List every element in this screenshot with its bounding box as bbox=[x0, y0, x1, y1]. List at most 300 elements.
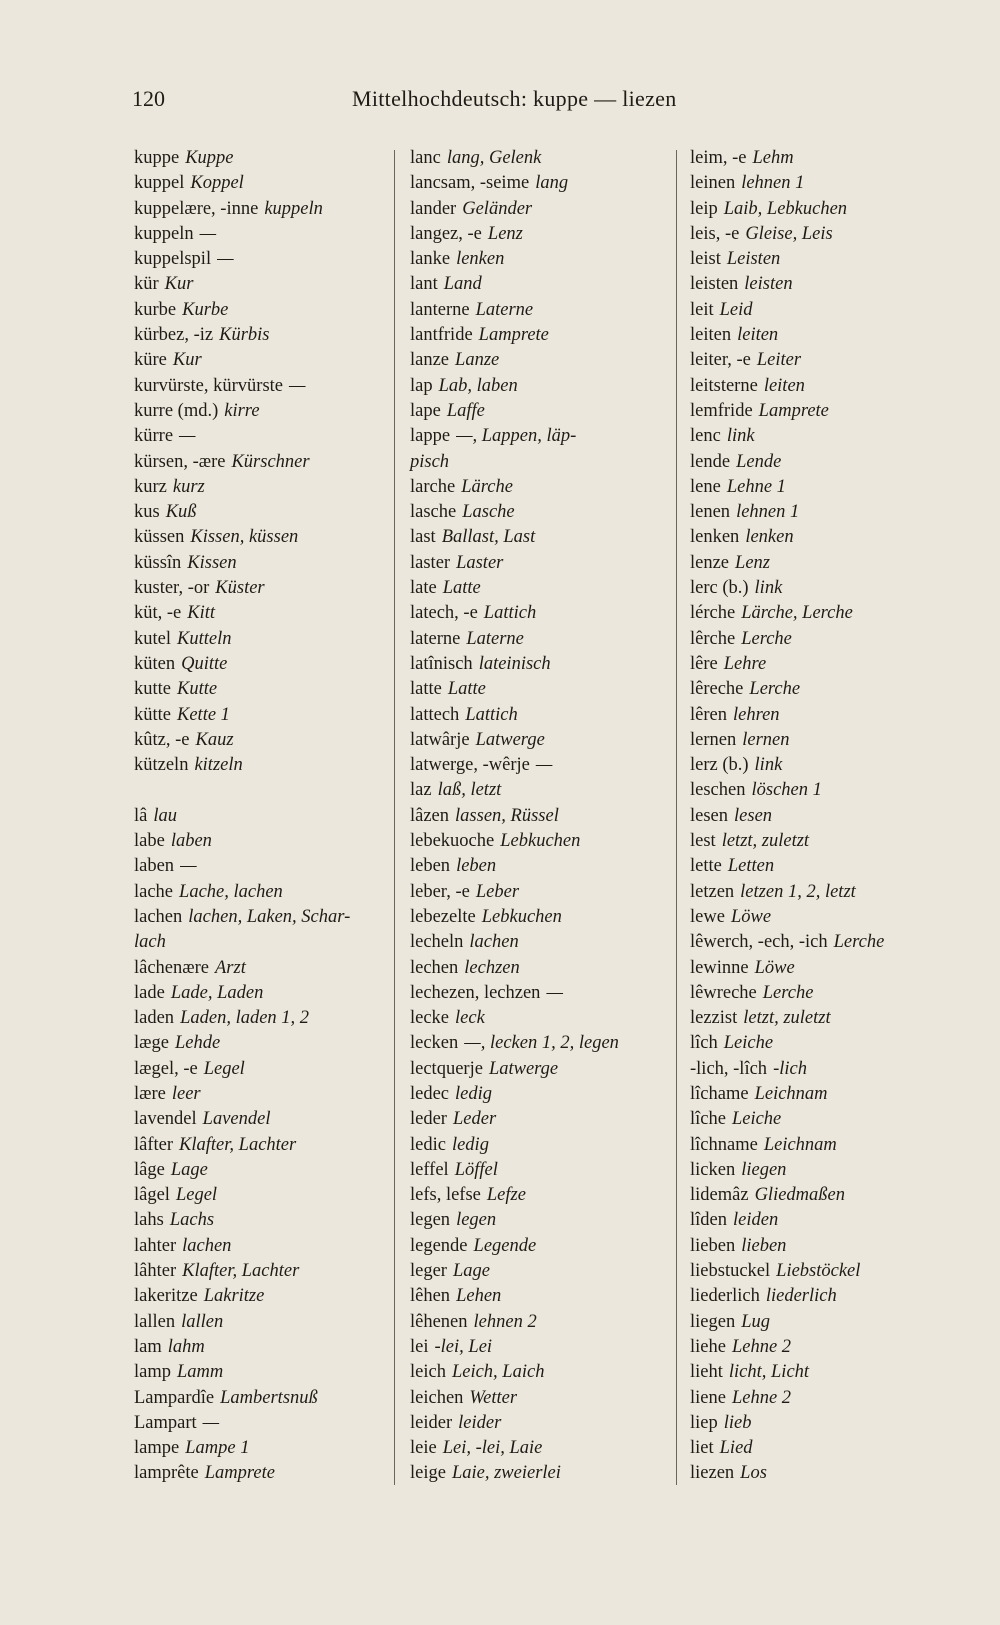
entry-modern-form: Los bbox=[740, 1463, 767, 1484]
dictionary-entry bbox=[690, 475, 960, 500]
entry-modern-form: ledig bbox=[455, 1083, 493, 1104]
dictionary-entry bbox=[410, 1411, 666, 1436]
dictionary-entry bbox=[410, 1133, 666, 1158]
dictionary-entry bbox=[690, 753, 960, 778]
entry-headword: kurre (md.) bbox=[134, 400, 219, 421]
entry-headword: lachen bbox=[134, 906, 183, 927]
entry-modern-form: Lavendel bbox=[202, 1109, 271, 1130]
entry-headword: late bbox=[410, 578, 437, 599]
entry-headword: leit bbox=[690, 299, 714, 320]
entry-modern-form: leisten bbox=[744, 274, 793, 295]
entry-headword: kuppelspil bbox=[134, 249, 212, 270]
entry-headword: lefs, lefse bbox=[410, 1185, 481, 1206]
section-gap bbox=[134, 778, 378, 803]
entry-headword: liet bbox=[690, 1438, 714, 1459]
entry-modern-form: Land bbox=[443, 274, 482, 295]
entry-headword: lîchame bbox=[690, 1083, 749, 1104]
entry-modern-form: Klafter, Lachter bbox=[179, 1134, 297, 1155]
dictionary-entry bbox=[134, 475, 378, 500]
dictionary-entry bbox=[410, 1158, 666, 1183]
dictionary-entry bbox=[690, 1031, 960, 1056]
entry-modern-form: Laster bbox=[456, 552, 504, 573]
dictionary-entry bbox=[690, 1360, 960, 1385]
entry-modern-form: Lehen bbox=[456, 1286, 502, 1307]
entry-modern-form: lehnen 1 bbox=[741, 173, 805, 194]
entry-headword: lanterne bbox=[410, 299, 470, 320]
entry-headword: lâge bbox=[134, 1159, 165, 1180]
dictionary-entry bbox=[410, 1208, 666, 1233]
entry-headword: lîche bbox=[690, 1109, 726, 1130]
dictionary-entry bbox=[410, 677, 666, 702]
entry-headword: kuppe bbox=[134, 148, 180, 168]
dictionary-entry bbox=[410, 475, 666, 500]
dictionary-entry bbox=[690, 703, 960, 728]
entry-modern-form: letzen 1, 2, letzt bbox=[740, 881, 856, 902]
entry-headword: lakeritze bbox=[134, 1286, 198, 1307]
entry-modern-form: Küster bbox=[215, 578, 265, 599]
entry-modern-form: — bbox=[546, 982, 563, 1003]
entry-modern-form: Kette 1 bbox=[177, 704, 230, 725]
entry-headword: lade bbox=[134, 982, 165, 1003]
entry-modern-form: Leich, Laich bbox=[451, 1362, 545, 1383]
entry-headword: lêrche bbox=[690, 628, 736, 649]
entry-modern-form: kuppeln bbox=[264, 198, 323, 219]
dictionary-entry bbox=[410, 930, 666, 955]
dictionary-entry bbox=[690, 1057, 960, 1082]
entry-headword: lallen bbox=[134, 1311, 176, 1332]
entry-modern-form: lehren bbox=[732, 704, 780, 725]
entry-headword: lende bbox=[690, 451, 731, 472]
dictionary-entry bbox=[134, 1006, 378, 1031]
entry-modern-form: Kur bbox=[164, 274, 194, 295]
dictionary-entry bbox=[134, 854, 378, 879]
entry-modern-form: Lakritze bbox=[203, 1286, 265, 1307]
dictionary-entry bbox=[690, 171, 960, 196]
entry-headword: Lampart bbox=[134, 1412, 197, 1433]
entry-headword: lampe bbox=[134, 1438, 180, 1459]
entry-modern-form: Laden, laden 1, 2 bbox=[180, 1008, 310, 1029]
dictionary-entry bbox=[134, 171, 378, 196]
entry-headword: leichen bbox=[410, 1387, 464, 1408]
dictionary-entry bbox=[134, 247, 378, 272]
entry-modern-form: link bbox=[726, 426, 755, 447]
entry-headword: leiter, -e bbox=[690, 350, 751, 371]
dictionary-entry bbox=[134, 703, 378, 728]
dictionary-entry bbox=[410, 272, 666, 297]
entry-headword: -lich, -lîch bbox=[690, 1058, 768, 1079]
entry-modern-form: laß, letzt bbox=[437, 780, 502, 801]
entry-headword: lêreche bbox=[690, 679, 744, 700]
entry-modern-form: Kitt bbox=[187, 603, 216, 624]
entry-headword: liene bbox=[690, 1387, 726, 1408]
entry-modern-form: Geländer bbox=[462, 198, 533, 219]
entry-modern-form: lechzen bbox=[464, 957, 520, 978]
dictionary-entry bbox=[134, 1107, 378, 1132]
dictionary-entry bbox=[410, 146, 666, 171]
entry-headword: kus bbox=[134, 502, 160, 523]
dictionary-entry bbox=[690, 880, 960, 905]
entry-headword: leder bbox=[410, 1109, 447, 1130]
entry-modern-form: Lug bbox=[741, 1311, 770, 1332]
entry-modern-form: Lärche, Lerche bbox=[741, 603, 853, 624]
entry-modern-form: leck bbox=[455, 1008, 485, 1029]
entry-headword: kurz bbox=[134, 476, 167, 497]
entry-headword: leider bbox=[410, 1412, 453, 1433]
entry-headword: lebekuoche bbox=[410, 831, 495, 852]
entry-modern-form: Lerche bbox=[833, 932, 885, 953]
entry-headword: kützeln bbox=[134, 755, 189, 776]
dictionary-entry bbox=[410, 171, 666, 196]
dictionary-entry bbox=[410, 601, 666, 626]
entry-headword: lêwreche bbox=[690, 982, 757, 1003]
dictionary-entry bbox=[134, 956, 378, 981]
entry-modern-form: — bbox=[180, 856, 197, 877]
dictionary-entry bbox=[690, 551, 960, 576]
dictionary-entry bbox=[410, 1310, 666, 1335]
dictionary-entry bbox=[134, 1310, 378, 1335]
entry-headword: legen bbox=[410, 1210, 451, 1231]
entry-modern-form: Lamprete bbox=[204, 1463, 275, 1484]
entry-modern-form: lang bbox=[535, 173, 569, 194]
entry-modern-form: — bbox=[199, 223, 217, 244]
entry-modern-form: löschen 1 bbox=[751, 780, 822, 801]
entry-modern-form: Löwe bbox=[730, 906, 772, 927]
entry-headword: kuppeln bbox=[134, 223, 194, 244]
entry-headword: lasche bbox=[410, 502, 457, 523]
entry-headword: laz bbox=[410, 780, 432, 801]
dictionary-entry bbox=[690, 500, 960, 525]
entry-modern-form: Latwerge bbox=[475, 729, 545, 750]
entry-headword: latwârje bbox=[410, 729, 470, 750]
dictionary-entry bbox=[410, 778, 666, 803]
dictionary-entry bbox=[134, 880, 378, 905]
entry-modern-form: Lende bbox=[736, 451, 782, 472]
dictionary-entry bbox=[134, 551, 378, 576]
entry-modern-form: — bbox=[535, 755, 553, 776]
entry-modern-form: lesen bbox=[734, 805, 773, 826]
entry-modern-form: Legel bbox=[203, 1058, 245, 1079]
entry-headword: kuppelære, -inne bbox=[134, 198, 259, 219]
dictionary-entry bbox=[134, 652, 378, 677]
entry-headword: leitsterne bbox=[690, 375, 758, 396]
entry-headword: latte bbox=[410, 679, 442, 700]
entry-headword: leisten bbox=[690, 274, 739, 295]
entry-headword: liebstuckel bbox=[690, 1261, 771, 1282]
dictionary-entry bbox=[134, 1133, 378, 1158]
entry-modern-form: Latte bbox=[442, 578, 481, 599]
entry-modern-form: lernen bbox=[742, 729, 790, 750]
dictionary-entry bbox=[410, 222, 666, 247]
page-number: 120 bbox=[132, 86, 165, 111]
dictionary-entry bbox=[410, 804, 666, 829]
dictionary-entry bbox=[690, 348, 960, 373]
entry-modern-form: lieb bbox=[723, 1412, 752, 1433]
entry-headword: laben bbox=[134, 856, 175, 877]
entry-headword: lanke bbox=[410, 249, 451, 270]
dictionary-entry bbox=[690, 1183, 960, 1208]
dictionary-entry bbox=[134, 500, 378, 525]
entry-headword: lamprête bbox=[134, 1463, 199, 1484]
dictionary-entry bbox=[410, 880, 666, 905]
dictionary-entry bbox=[134, 323, 378, 348]
entry-modern-form: — bbox=[217, 249, 234, 270]
entry-modern-form: Lebkuchen bbox=[481, 906, 562, 927]
entry-modern-form: lach bbox=[134, 932, 166, 953]
dictionary-entry bbox=[134, 1335, 378, 1360]
entry-headword: lechezen, lechzen bbox=[410, 982, 541, 1003]
entry-headword: leim, -e bbox=[690, 148, 747, 168]
dictionary-entry bbox=[134, 829, 378, 854]
dictionary-entry bbox=[690, 956, 960, 981]
dictionary-entry bbox=[410, 450, 666, 475]
entry-headword: küre bbox=[134, 350, 167, 371]
entry-modern-form: Leichnam bbox=[754, 1083, 828, 1104]
dictionary-entry bbox=[134, 1386, 378, 1411]
dictionary-entry bbox=[410, 323, 666, 348]
dictionary-entry bbox=[134, 753, 378, 778]
entry-headword: lezzist bbox=[690, 1008, 738, 1029]
entry-headword: kurbe bbox=[134, 299, 177, 320]
entry-headword: küssîn bbox=[134, 552, 182, 573]
dictionary-entry bbox=[134, 1183, 378, 1208]
entry-modern-form: Lambertsnuß bbox=[220, 1387, 318, 1408]
entry-headword: læge bbox=[134, 1033, 169, 1054]
entry-headword: kurvürste, kürvürste bbox=[134, 375, 283, 396]
dictionary-entry bbox=[134, 424, 378, 449]
dictionary-entry bbox=[410, 247, 666, 272]
dictionary-entry bbox=[690, 854, 960, 879]
entry-headword: lîchname bbox=[690, 1134, 758, 1155]
dictionary-entry bbox=[410, 551, 666, 576]
dictionary-entry bbox=[690, 930, 960, 955]
entry-modern-form: Leiche bbox=[723, 1033, 774, 1054]
entry-headword: leist bbox=[690, 249, 721, 270]
entry-headword: lemfride bbox=[690, 400, 753, 421]
entry-modern-form: Kissen, küssen bbox=[190, 527, 299, 548]
entry-modern-form: Leichnam bbox=[763, 1134, 837, 1155]
dictionary-entry bbox=[134, 1411, 378, 1436]
entry-headword: lap bbox=[410, 375, 433, 396]
dictionary-entry bbox=[134, 1259, 378, 1284]
dictionary-entry bbox=[690, 1158, 960, 1183]
dictionary-entry bbox=[690, 146, 960, 171]
entry-modern-form: Lied bbox=[719, 1438, 753, 1459]
entry-modern-form: lau bbox=[153, 805, 177, 826]
dictionary-entry bbox=[690, 1234, 960, 1259]
dictionary-entry bbox=[410, 652, 666, 677]
dictionary-entry bbox=[690, 728, 960, 753]
entry-modern-form: licht, Licht bbox=[728, 1362, 810, 1383]
entry-modern-form: Kutte bbox=[177, 679, 218, 700]
dictionary-entry bbox=[410, 1031, 666, 1056]
dictionary-entry bbox=[690, 222, 960, 247]
entry-headword: kuster, -or bbox=[134, 578, 210, 599]
entry-headword: liezen bbox=[690, 1463, 735, 1484]
entry-headword: leiten bbox=[690, 325, 732, 346]
entry-headword: kûtz, -e bbox=[134, 729, 190, 750]
entry-headword: lant bbox=[410, 274, 438, 295]
dictionary-entry bbox=[134, 450, 378, 475]
entry-modern-form: lehnen 2 bbox=[473, 1311, 537, 1332]
entry-headword: leich bbox=[410, 1362, 446, 1383]
dictionary-entry bbox=[690, 525, 960, 550]
dictionary-entry bbox=[690, 1259, 960, 1284]
entry-modern-form: leer bbox=[171, 1083, 201, 1104]
entry-modern-form: kirre bbox=[224, 400, 260, 421]
entry-modern-form: Lade, Laden bbox=[170, 982, 264, 1003]
entry-headword: lahs bbox=[134, 1210, 164, 1231]
entry-headword: lantfride bbox=[410, 325, 473, 346]
dictionary-entry bbox=[690, 652, 960, 677]
dictionary-entry bbox=[410, 981, 666, 1006]
entry-modern-form: Lasche bbox=[462, 502, 515, 523]
entry-headword: lîch bbox=[690, 1033, 718, 1054]
dictionary-entry bbox=[690, 399, 960, 424]
dictionary-entry bbox=[410, 829, 666, 854]
entry-modern-form: Lamm bbox=[177, 1362, 224, 1383]
entry-modern-form: -lei, Lei bbox=[434, 1336, 493, 1357]
entry-modern-form: Laffe bbox=[446, 400, 485, 421]
dictionary-entry bbox=[690, 1386, 960, 1411]
entry-modern-form: Lehre bbox=[723, 653, 767, 674]
entry-modern-form: Quitte bbox=[181, 653, 228, 674]
entry-modern-form: pisch bbox=[410, 451, 450, 472]
entry-modern-form: Lattich bbox=[483, 603, 537, 624]
entry-modern-form: liederlich bbox=[765, 1286, 837, 1307]
dictionary-entry bbox=[410, 956, 666, 981]
dictionary-entry bbox=[134, 905, 378, 930]
dictionary-entry bbox=[690, 1006, 960, 1031]
entry-modern-form: kurz bbox=[172, 476, 205, 497]
entry-modern-form: Lab, laben bbox=[438, 375, 518, 396]
entry-headword: lape bbox=[410, 400, 441, 421]
column-divider bbox=[394, 150, 395, 1485]
entry-headword: lêhenen bbox=[410, 1311, 468, 1332]
entry-headword: leben bbox=[410, 856, 451, 877]
entry-modern-form: Liebstöckel bbox=[776, 1261, 861, 1282]
entry-modern-form: Klafter, Lachter bbox=[182, 1261, 300, 1282]
dictionary-entry bbox=[134, 1461, 378, 1486]
dictionary-entry bbox=[410, 1284, 666, 1309]
entry-modern-form: Lehne 2 bbox=[731, 1387, 792, 1408]
entry-modern-form: — bbox=[202, 1412, 220, 1433]
dictionary-entry bbox=[134, 1234, 378, 1259]
dictionary-entry bbox=[690, 1411, 960, 1436]
column-2 bbox=[410, 146, 666, 1487]
entry-headword: leschen bbox=[690, 780, 746, 801]
entry-headword: lâzen bbox=[410, 805, 450, 826]
entry-modern-form: lachen bbox=[469, 932, 519, 953]
entry-modern-form: Kauz bbox=[195, 729, 234, 750]
dictionary-entry bbox=[134, 601, 378, 626]
entry-headword: lâchenære bbox=[134, 957, 209, 978]
dictionary-entry bbox=[690, 1310, 960, 1335]
entry-headword: leger bbox=[410, 1261, 447, 1282]
entry-headword: lâ bbox=[134, 805, 148, 826]
dictionary-entry bbox=[134, 804, 378, 829]
dictionary-entry bbox=[410, 399, 666, 424]
column-1 bbox=[134, 146, 378, 1487]
entry-modern-form: letzt, zuletzt bbox=[721, 831, 810, 852]
entry-modern-form: Laib, Lebkuchen bbox=[723, 198, 848, 219]
entry-headword: leinen bbox=[690, 173, 736, 194]
entry-headword: lâgel bbox=[134, 1185, 170, 1206]
entry-headword: last bbox=[410, 527, 436, 548]
entry-headword: kürsen, -ære bbox=[134, 451, 226, 472]
entry-modern-form: link bbox=[754, 755, 783, 776]
entry-modern-form: — bbox=[289, 375, 306, 396]
dictionary-entry bbox=[410, 1082, 666, 1107]
entry-headword: lechen bbox=[410, 957, 459, 978]
entry-modern-form: laben bbox=[170, 831, 212, 852]
dictionary-entry bbox=[410, 703, 666, 728]
dictionary-entry bbox=[690, 323, 960, 348]
dictionary-entry bbox=[410, 197, 666, 222]
entry-headword: labe bbox=[134, 831, 165, 852]
dictionary-entry bbox=[410, 1234, 666, 1259]
entry-modern-form: Legel bbox=[175, 1185, 218, 1206]
entry-headword: lêre bbox=[690, 653, 718, 674]
dictionary-entry bbox=[410, 1335, 666, 1360]
entry-headword: lenze bbox=[690, 552, 730, 573]
entry-modern-form: Kuppe bbox=[185, 148, 234, 168]
entry-headword: leber, -e bbox=[410, 881, 470, 902]
entry-headword: lêhen bbox=[410, 1286, 451, 1307]
entry-modern-form: — bbox=[179, 426, 196, 447]
entry-headword: lerz (b.) bbox=[690, 755, 749, 776]
entry-modern-form: lehnen 1 bbox=[736, 502, 800, 523]
page-header bbox=[0, 86, 1000, 122]
entry-headword: laterne bbox=[410, 628, 461, 649]
running-head: Mittelhochdeutsch: kuppe — liezen bbox=[352, 86, 677, 111]
entry-modern-form: Kürschner bbox=[231, 451, 310, 472]
dictionary-entry bbox=[410, 1057, 666, 1082]
entry-modern-form: lahm bbox=[167, 1336, 205, 1357]
entry-headword: liehe bbox=[690, 1336, 726, 1357]
entry-modern-form: leider bbox=[458, 1412, 502, 1433]
entry-modern-form: Lei, -lei, Laie bbox=[442, 1438, 543, 1459]
entry-headword: lecken bbox=[410, 1033, 459, 1054]
entry-headword: lâfter bbox=[134, 1134, 174, 1155]
dictionary-entry bbox=[134, 348, 378, 373]
entry-headword: lîden bbox=[690, 1210, 727, 1231]
entry-headword: lérche bbox=[690, 603, 736, 624]
dictionary-entry bbox=[134, 930, 378, 955]
entry-modern-form: lachen bbox=[182, 1235, 232, 1256]
entry-headword: kürre bbox=[134, 426, 174, 447]
entry-modern-form: Laterne bbox=[466, 628, 524, 649]
entry-headword: leie bbox=[410, 1438, 437, 1459]
dictionary-entry bbox=[134, 1057, 378, 1082]
column-divider bbox=[676, 150, 677, 1485]
dictionary-entry bbox=[410, 1436, 666, 1461]
dictionary-entry bbox=[690, 804, 960, 829]
dictionary-entry bbox=[690, 677, 960, 702]
entry-modern-form: Lehde bbox=[174, 1033, 221, 1054]
dictionary-entry bbox=[134, 1360, 378, 1385]
entry-modern-form: legen bbox=[456, 1210, 497, 1231]
entry-modern-form: link bbox=[754, 578, 783, 599]
entry-headword: lette bbox=[690, 856, 722, 877]
entry-headword: lache bbox=[134, 881, 174, 902]
entry-modern-form: Letten bbox=[727, 856, 775, 877]
entry-modern-form: leiten bbox=[737, 325, 779, 346]
entry-modern-form: lassen, Rüssel bbox=[455, 805, 559, 826]
entry-modern-form: Kissen bbox=[187, 552, 237, 573]
dictionary-entry bbox=[134, 272, 378, 297]
entry-headword: langez, -e bbox=[410, 223, 482, 244]
dictionary-entry bbox=[134, 1208, 378, 1233]
